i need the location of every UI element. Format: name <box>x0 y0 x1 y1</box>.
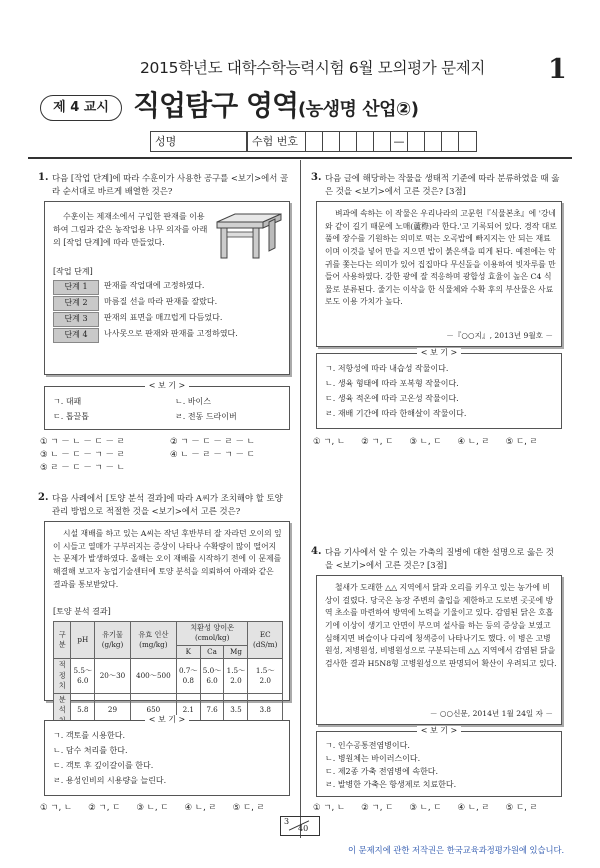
q1-steps-title: [작업 단계] <box>53 267 93 276</box>
q2-row-label: 적정치 <box>54 659 71 693</box>
table-cell: 400～500 <box>130 659 176 693</box>
q3-passage: 벼과에 속하는 이 작물은 우리나라의 고문헌『식물본초』에 '강네와 같이 길기 때문에 노매(蘆穄)라 한다.'고 기록되어 있다. 경작 대로풀에 장수를 기원하는 의미로 떡는 오곡밥에 빠지지는 안 되는 재료이며 이것을 넣어 만을 지으면 밥이 붉은색을 띠게 된다. 예전에는 악귀를 쫓는다는 의미가 있어 집집마다 무신돌을 이용하여 빗자루를 만들어 사용하였다. 강한 광에 잘 적응하며 광합성 효율이 높은 C4 식물로 분류된다. 줄기는 이삭을 한 식물체와 수확 후의 부산물은 사료로도 이용 가치가 높다. <box>325 209 557 307</box>
q4-choice[interactable]: ③ ㄴ, ㄷ <box>409 803 442 813</box>
q4-bogi-item: ㄱ. 인수공통전염병이다. <box>325 741 410 750</box>
footer-page-indicator <box>280 816 320 836</box>
q4-source: － ○○신문, 2014년 1월 24일 자 － <box>429 709 553 718</box>
q2-bogi-title: < 보 기 > <box>145 715 190 724</box>
q4-score: [3점] <box>427 559 447 570</box>
table-cell: 5.5～6.0 <box>71 659 95 693</box>
q3-choices <box>313 436 538 448</box>
table-cell: 650 <box>130 693 176 727</box>
name-label: 성명 <box>151 132 247 151</box>
q4-choices <box>313 802 538 814</box>
footer-page-total: 40 <box>298 824 309 833</box>
q4-choice[interactable]: ④ ㄴ, ㄹ <box>457 803 490 813</box>
table-cell: 1.5～2.0 <box>224 659 248 693</box>
subject-sub: (농생명 산업②) <box>298 99 419 120</box>
session-badge: 제 4 교시 <box>40 95 122 121</box>
q1-step-row <box>53 312 238 327</box>
q3-number: 3. <box>311 172 322 183</box>
q1-step-text: 판재를 작업대에 고정하였다. <box>104 281 205 290</box>
table-cell: 3.8 <box>248 693 283 727</box>
q2-bogi-box <box>44 715 290 796</box>
q1-step-text: 나사못으로 판재와 판재를 고정하였다. <box>104 329 238 338</box>
q4-text-body: 다음 기사에서 알 수 있는 가축의 질병에 대한 설명으로 옳은 것을 <보기>에서 고른 것은? <box>325 547 554 570</box>
table-cell: 0.7～0.8 <box>176 659 200 693</box>
table-cell: 1.5～2.0 <box>248 659 283 693</box>
q2-choice[interactable]: ⑤ ㄷ, ㄹ <box>232 803 265 813</box>
header-rule <box>28 157 572 159</box>
q2-h-ca: Ca <box>200 645 224 658</box>
q1-passage: 수훈이는 제재소에서 구입한 판재를 이용하여 그림과 같은 농작업용 나무 의자를 아래의 [작업 단계]에 따라 만들었다. <box>53 212 208 248</box>
q3-bogi-item: ㄴ. 생육 형태에 따라 포복형 작물이다. <box>325 379 459 388</box>
q2-bogi-item: ㄹ. 용성인비의 시용량을 늘린다. <box>53 776 167 785</box>
q3-choice[interactable]: ① ㄱ, ㄴ <box>313 437 346 447</box>
q4-choice[interactable]: ② ㄱ, ㄷ <box>361 803 394 813</box>
table-cell: 2.1 <box>176 693 200 727</box>
q2-h-ph: pH <box>71 622 95 659</box>
q3-bogi-box <box>316 348 562 429</box>
q2-h-mg: Mg <box>224 645 248 658</box>
number-cell[interactable] <box>425 132 442 151</box>
id-row <box>150 131 477 152</box>
q2-choices <box>40 802 265 814</box>
number-cell[interactable] <box>459 132 476 151</box>
q3-source: －『○○지』, 2013년 9월호 － <box>446 331 553 340</box>
q2-passage: 시설 재배를 하고 있는 A씨는 작년 후반부터 잘 자라던 오이의 잎이 시들고 열매가 구부러지는 증상이 나타나 수확량이 많이 떨어지는 문제가 발생하였다. 올해는 오이 재배를 시작하기 전에 이 문제를 해결해 보고자 농업기술센터에 토양 분석을 의뢰하여 아래와 같은 결과를 통보받았다. <box>53 529 282 589</box>
number-label: 수험 번호 <box>248 132 306 151</box>
table-cell: 3.5 <box>224 693 248 727</box>
chair-illustration <box>213 208 285 262</box>
q1-step-label: 단계 2 <box>53 296 99 311</box>
number-cell[interactable] <box>323 132 340 151</box>
q3-choice[interactable]: ④ ㄴ, ㄹ <box>457 437 490 447</box>
q2-choice[interactable]: ③ ㄴ, ㄷ <box>136 803 169 813</box>
q1-step-label: 단계 1 <box>53 280 99 295</box>
q4-bogi-item: ㄷ. 제2종 가축 전염병에 속한다. <box>325 767 439 776</box>
q3-text <box>325 172 561 197</box>
number-cell[interactable] <box>340 132 357 151</box>
q2-h-ec: EC (dS/m) <box>248 622 283 659</box>
number-dash: — <box>391 132 408 151</box>
q4-passage-box <box>316 575 562 725</box>
q3-choice[interactable]: ③ ㄴ, ㄷ <box>409 437 442 447</box>
q2-bogi-item: ㄷ. 객토 후 깊이갈이를 한다. <box>53 761 154 770</box>
q1-bogi-item: ㄴ. 바이스 <box>175 397 211 406</box>
q2-row-label: 분석 <box>54 693 71 727</box>
q1-bogi-item: ㄹ. 전동 드라이버 <box>175 412 237 421</box>
q4-choice[interactable]: ① ㄱ, ㄴ <box>313 803 346 813</box>
q1-passage-box <box>44 201 290 375</box>
q1-step-label: 단계 4 <box>53 328 99 343</box>
q3-bogi-item: ㄷ. 생육 적온에 따라 고온성 작물이다. <box>325 394 459 403</box>
q2-choice[interactable]: ② ㄱ, ㄷ <box>88 803 121 813</box>
q3-score: [3점] <box>445 185 466 196</box>
q2-h-division: 구분 <box>54 622 71 659</box>
q2-choice[interactable]: ① ㄱ, ㄴ <box>40 803 73 813</box>
q4-bogi-item: ㄹ. 발병한 가축은 항생제로 치료한다. <box>325 780 457 789</box>
q2-passage-box <box>44 521 290 715</box>
number-cell[interactable] <box>408 132 425 151</box>
number-cell[interactable] <box>357 132 374 151</box>
table-cell: 20～30 <box>95 659 131 693</box>
q1-bogi-box <box>44 381 290 430</box>
q1-choice[interactable]: ② ㄱ － ㄷ － ㄹ － ㄴ <box>170 437 255 447</box>
q4-passage: 철새가 도래한 △△ 지역에서 닭과 오리를 키우고 있는 농가에 비상이 걸렸다. 당국은 농장 주변의 출입을 제한하고 도로변 곳곳에 방역 초소를 마련하여 방역에 노력을 기울이고 있다. 감염된 닭은 호흡기에 이상이 생기고 안면이 부으며 설사를 하는 등의 증상을 보였고 심해지면 벼슬이나 다리에 청색증이 나타나기도 했다. 이 병은 고병원성, 저병원성, 비병원성으로 구분되는데 △△ 지역에서 감염된 닭을 검사한 결과 H5N8형 고병원성으로 판명되어 확산이 우려되고 있다. <box>325 583 557 668</box>
table-cell: 7.6 <box>200 693 224 727</box>
page-number: 1 <box>548 54 567 85</box>
q1-bogi-item: ㄱ. 대패 <box>53 397 82 406</box>
q3-choice[interactable]: ② ㄱ, ㄷ <box>361 437 394 447</box>
q4-bogi-item: ㄴ. 병원체는 바이러스이다. <box>325 754 421 763</box>
q1-choice[interactable]: ⑤ ㄹ － ㄷ － ㄱ － ㄴ <box>40 463 125 473</box>
copyright-notice: 이 문제지에 관한 저작권은 한국교육과정평가원에 있습니다. <box>348 845 565 855</box>
q1-step-row <box>53 328 238 343</box>
q3-text-body: 다음 글에 해당하는 작물을 생태적 기준에 따라 분류하였을 때 옳은 것을 <보기>에서 고른 것은? <box>325 173 560 196</box>
q2-h-p: 유효 인산 (mg/kg) <box>130 622 176 659</box>
subject-main: 직업탐구 영역 <box>133 89 299 122</box>
q4-bogi-title: < 보 기 > <box>417 726 462 735</box>
q2-h-k: K <box>176 645 200 658</box>
q3-bogi-item: ㄹ. 재배 기간에 따라 한해살이 작물이다. <box>325 409 467 418</box>
q4-number: 4. <box>311 546 322 557</box>
subject-title <box>133 86 418 127</box>
number-cell[interactable] <box>442 132 459 151</box>
table-row <box>54 659 283 693</box>
q3-choice[interactable]: ⑤ ㄷ, ㄹ <box>505 437 538 447</box>
q2-number: 2. <box>38 492 49 503</box>
table-cell: 29 <box>95 693 131 727</box>
q1-step-text: 판재의 표면을 매끄럽게 다듬었다. <box>104 313 223 322</box>
number-cell[interactable] <box>306 132 323 151</box>
q2-h-om: 유기물 (g/kg) <box>95 622 131 659</box>
q3-passage-box <box>316 201 562 347</box>
q4-text <box>325 546 561 571</box>
q2-h-cations: 치환성 양이온(cmol/kg) <box>176 622 248 646</box>
table-cell: 5.0～6.0 <box>200 659 224 693</box>
q1-step-label: 단계 3 <box>53 312 99 327</box>
column-divider <box>300 160 301 838</box>
q2-bogi-item: ㄴ. 담수 처리를 한다. <box>53 746 128 755</box>
q3-bogi-item: ㄱ. 저항성에 따라 내습성 작물이다. <box>325 364 449 373</box>
q4-bogi-box <box>316 726 562 797</box>
q4-choice[interactable]: ⑤ ㄷ, ㄹ <box>505 803 538 813</box>
q1-number: 1. <box>38 172 49 183</box>
q1-choice[interactable]: ① ㄱ － ㄴ － ㄷ － ㄹ <box>40 437 125 447</box>
q1-step-row <box>53 280 238 295</box>
footer-page-current: 3 <box>284 817 290 826</box>
q3-bogi-title: < 보 기 > <box>417 348 462 357</box>
exam-title: 2015학년도 대학수학능력시험 6월 모의평가 문제지 <box>140 59 486 77</box>
q1-choice[interactable]: ③ ㄴ － ㄷ － ㄱ － ㄹ <box>40 450 125 460</box>
q2-choice[interactable]: ④ ㄴ, ㄹ <box>184 803 217 813</box>
q1-step-row <box>53 296 238 311</box>
q1-text: 다음 [작업 단계]에 따라 수훈이가 사용한 공구를 <보기>에서 골라 순서대로 바르게 배열한 것은? <box>52 173 289 196</box>
q1-choice[interactable]: ④ ㄴ － ㄹ － ㄱ － ㄷ <box>170 450 255 460</box>
q1-step-text: 마름질 선을 따라 판재를 잘랐다. <box>104 297 218 306</box>
number-cell[interactable] <box>374 132 391 151</box>
q2-text: 다음 사례에서 [토양 분석 결과]에 따라 A씨가 조치해야 할 토양 관리 방법으로 적절한 것을 <보기>에서 고른 것은? <box>52 493 283 516</box>
q2-soil-table <box>53 621 283 728</box>
q1-bogi-title: < 보 기 > <box>145 381 190 390</box>
q2-bogi-item: ㄱ. 객토를 시용한다. <box>53 731 125 740</box>
q1-bogi-item: ㄷ. 톱끌톱 <box>53 412 89 421</box>
q1-steps <box>53 280 238 343</box>
table-cell: 5.8 <box>71 693 95 727</box>
q2-table-title: [토양 분석 결과] <box>53 607 111 616</box>
